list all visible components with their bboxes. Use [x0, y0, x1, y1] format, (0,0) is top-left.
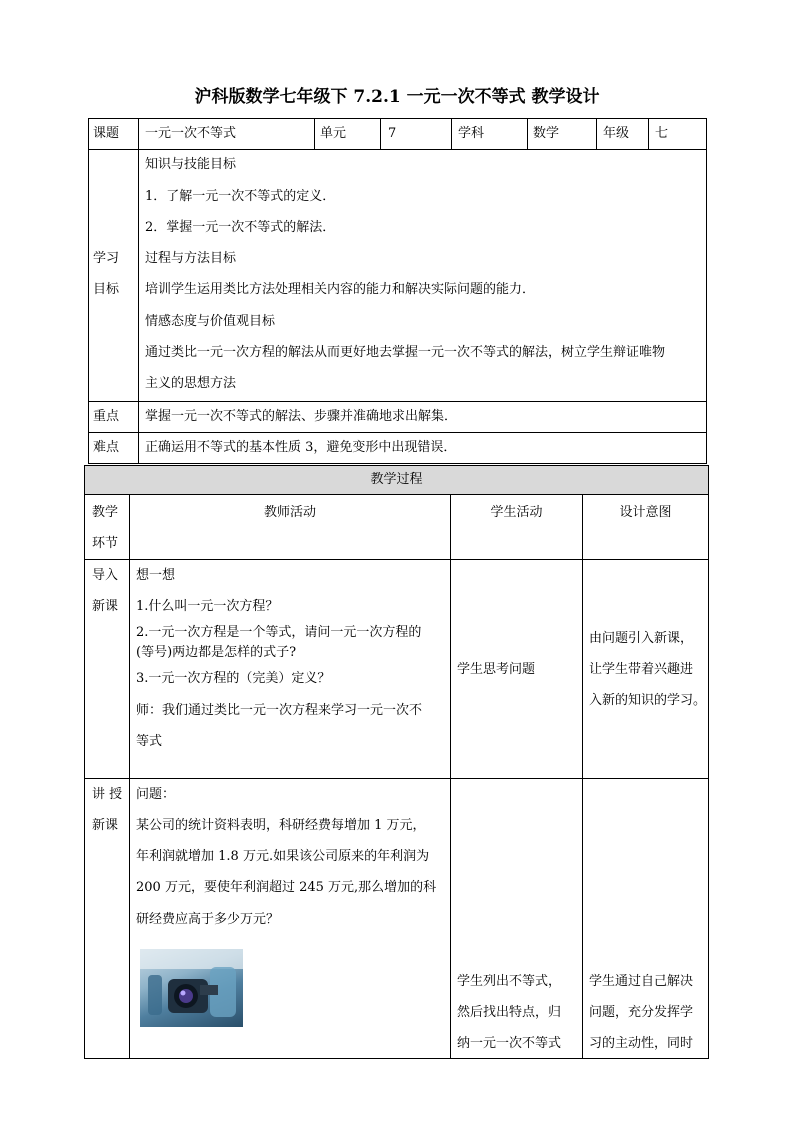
teacher-line: 某公司的统计资料表明，科研经费每增加 1 万元，	[136, 818, 426, 833]
teacher-line: 3.一元一次方程的（完美）定义？	[136, 671, 331, 686]
goal-line: 2．掌握一元一次不等式的解法．	[145, 220, 336, 235]
stage-intro-line2: 新课	[92, 599, 119, 614]
grade-value: 七	[655, 126, 669, 141]
student-intro: 学生思考问题	[457, 662, 536, 677]
goal-line: 过程与方法目标	[145, 251, 237, 266]
intent-line: 问题，充分发挥学	[589, 1005, 694, 1020]
intent-line: 学生通过自己解决	[589, 974, 694, 989]
teacher-line: 问题：	[136, 787, 176, 802]
col-student: 学生活动	[490, 505, 543, 520]
teacher-line: 1.什么叫一元一次方程？	[136, 599, 279, 614]
goals-label-line1: 学习	[93, 251, 120, 266]
topic-label: 课题	[93, 126, 120, 141]
stage-teach-line2: 新课	[92, 818, 119, 833]
stage-intro-line1: 导入	[92, 568, 119, 583]
intent-line: 入新的知识的学习。	[589, 693, 707, 708]
intent-line: 由问题引入新课，	[589, 631, 694, 646]
teacher-line: 等式	[136, 734, 163, 749]
goal-line: 情感态度与价值观目标	[145, 314, 276, 329]
goal-line: 培训学生运用类比方法处理相关内容的能力和解决实际问题的能力．	[145, 282, 536, 297]
goals-label-line2: 目标	[93, 282, 120, 297]
subject-value: 数学	[533, 126, 560, 141]
intent-line: 习的主动性，同时	[589, 1036, 694, 1051]
key-point-label: 重点	[93, 409, 120, 424]
unit-value: 7	[388, 126, 397, 141]
student-line: 学生列出不等式，	[457, 974, 562, 989]
subject-label: 学科	[458, 126, 485, 141]
student-line: 然后找出特点，归	[457, 1005, 562, 1020]
topic-value: 一元一次不等式	[145, 126, 237, 141]
lab-photo-graphic	[140, 949, 243, 1027]
teacher-line: 2.一元一次方程是一个等式，请问一元一次方程的	[136, 625, 422, 640]
goal-line: 通过类比一元一次方程的解法从而更好地去掌握一元一次不等式的解法，树立学生辩证唯物	[145, 345, 666, 360]
goal-line: 主义的思想方法	[145, 376, 237, 391]
student-line: 纳一元一次不等式	[457, 1036, 562, 1051]
goal-line: 知识与技能目标	[145, 157, 237, 172]
grade-label: 年级	[603, 126, 630, 141]
lab-photo	[140, 949, 243, 1027]
teacher-line: 200 万元，要使年利润超过 245 万元,那么增加的科	[136, 880, 437, 895]
difficulty-label: 难点	[93, 440, 120, 455]
intent-line: 让学生带着兴趣进	[589, 662, 694, 677]
difficulty-text: 正确运用不等式的基本性质 3，避免变形中出现错误．	[145, 440, 457, 455]
col-intent: 设计意图	[619, 505, 672, 520]
col-teacher: 教师活动	[263, 505, 316, 520]
teacher-line: 师：我们通过类比一元一次方程来学习一元一次不	[136, 703, 423, 718]
unit-label: 单元	[320, 126, 347, 141]
col-stage-line1: 教学	[92, 505, 119, 520]
stage-teach-line1: 讲 授	[92, 787, 123, 802]
teacher-line: (等号)两边都是怎样的式子?	[136, 645, 297, 660]
process-header: 教学过程	[370, 472, 423, 487]
teacher-line: 研经费应高于多少万元？	[136, 912, 280, 927]
teacher-line: 年利润就增加 1.8 万元.如果该公司原来的年利润为	[136, 849, 430, 864]
goal-line: 1．了解一元一次不等式的定义．	[145, 189, 336, 204]
col-stage-line2: 环节	[92, 536, 119, 551]
key-point-text: 掌握一元一次不等式的解法、步骤并准确地求出解集．	[145, 409, 458, 424]
page-title: 沪科版数学七年级下 7.2.1 一元一次不等式 教学设计	[194, 87, 600, 107]
teacher-line: 想一想	[136, 568, 176, 583]
